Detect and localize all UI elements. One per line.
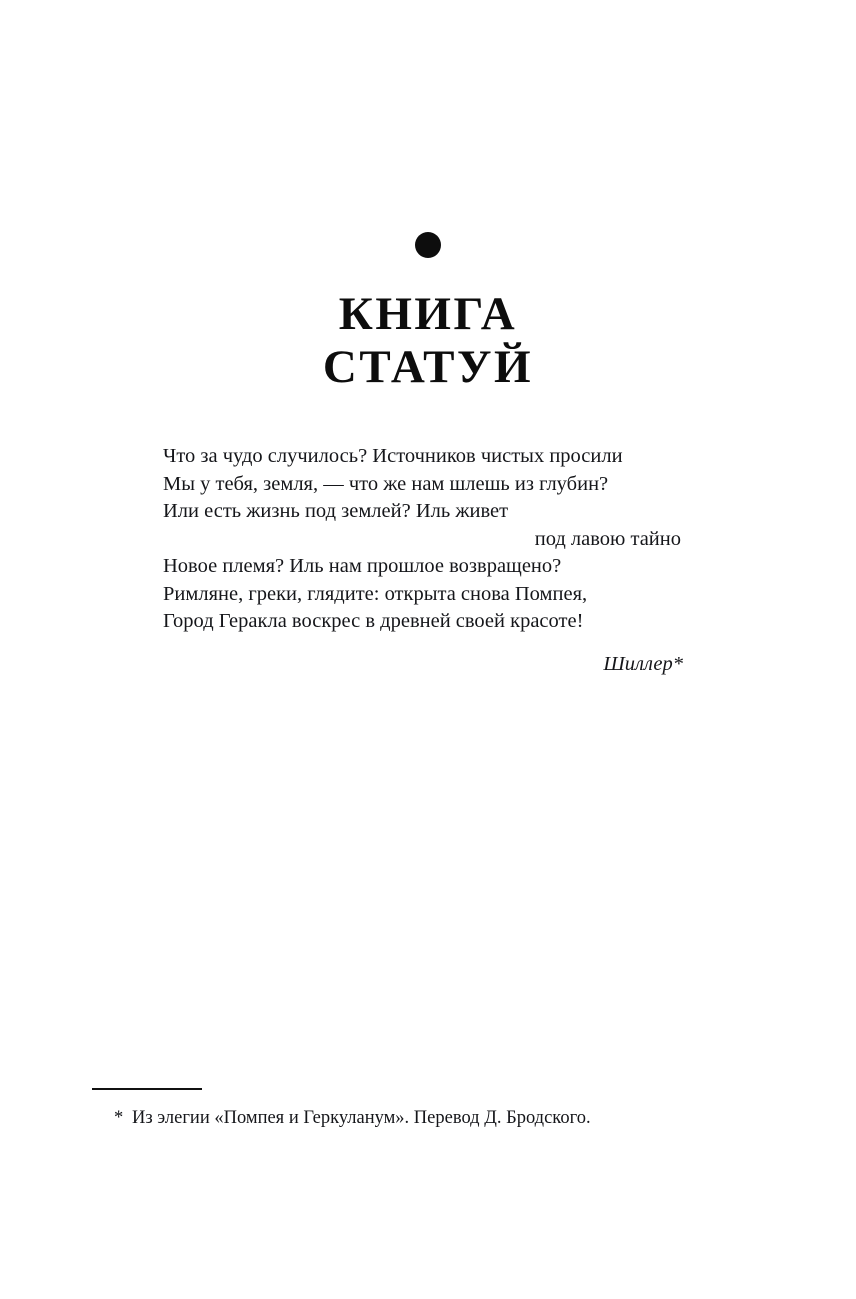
title-block bbox=[0, 232, 856, 393]
epigraph-line-6: Римляне, греки, глядите: открыта снова Помпея, bbox=[163, 582, 588, 605]
epigraph bbox=[163, 443, 683, 678]
footnote-area bbox=[92, 1088, 732, 1130]
filled-circle-bullet-icon bbox=[415, 232, 441, 258]
epigraph-attribution: Шиллер* bbox=[603, 652, 683, 675]
footnote-text: Из элегии «Помпея и Геркуланум». Перевод Д. Бродского. bbox=[132, 1108, 591, 1128]
page-title-line-2: СТАТУЙ bbox=[322, 340, 534, 393]
page-title bbox=[0, 288, 856, 393]
epigraph-line-3: Или есть жизнь под землей? Иль живет bbox=[163, 500, 509, 522]
epigraph-line-4: под лавою тайно bbox=[534, 527, 681, 550]
footnote-separator-rule bbox=[92, 1088, 202, 1090]
footnote-marker: * bbox=[114, 1108, 124, 1128]
epigraph-line-2: Мы у тебя, земля, — что же нам шлешь из глубин? bbox=[163, 472, 609, 495]
epigraph-line-7: Город Геракла воскрес в древней своей красоте! bbox=[163, 610, 584, 632]
page-title-line-1: КНИГА bbox=[338, 288, 518, 340]
footnote bbox=[92, 1106, 732, 1130]
epigraph-line-1: Что за чудо случилось? Источников чистых просили bbox=[163, 445, 623, 467]
epigraph-line-5: Новое племя? Иль нам прошлое возвращено? bbox=[163, 555, 562, 577]
